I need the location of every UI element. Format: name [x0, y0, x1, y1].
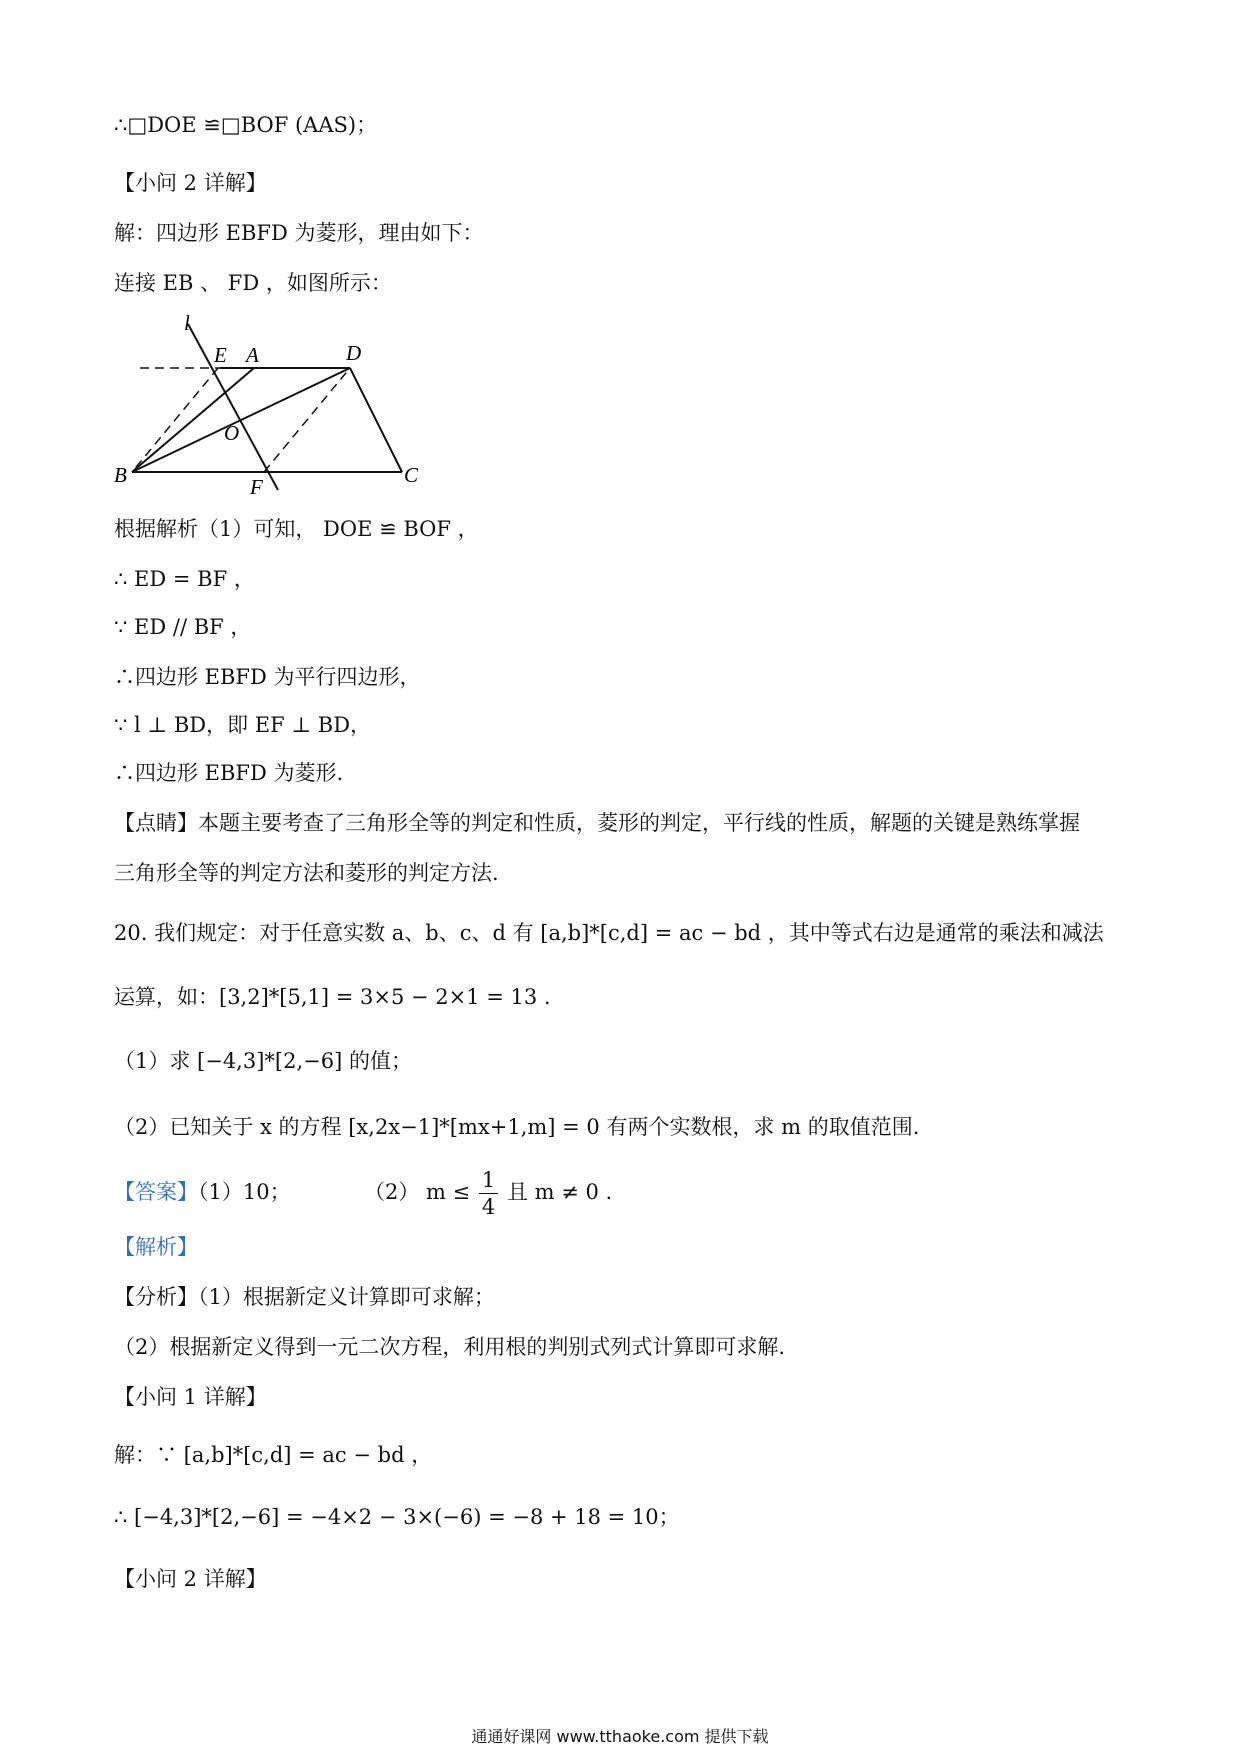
figure-segment-DC — [350, 368, 402, 472]
answer-part1: （1）10； — [198, 1180, 291, 1204]
geometry-figure — [110, 310, 430, 510]
line-perpendicular: ∵ l ⊥ BD，即 EF ⊥ BD， — [114, 713, 372, 737]
line-ed-parallel-bf: ∵ ED // BF ， — [114, 615, 252, 639]
heading-sub-question-1: 【小问 1 详解】 — [114, 1385, 267, 1409]
figure-label-A: A — [246, 343, 259, 367]
question-20-example: 运算，如：[3,2]*[5,1] = 3×5 − 2×1 = 13 . — [114, 985, 551, 1009]
line-from-part1: 根据解析（1）可知， DOE ≌ BOF ， — [114, 517, 479, 541]
solution-definition: 解：∵ [a,b]*[c,d] = ac − bd ， — [114, 1443, 433, 1467]
figure-segment-BA — [132, 368, 254, 472]
heading-sub-question-2-bottom: 【小问 2 详解】 — [114, 1567, 267, 1591]
fraction-denominator: 4 — [481, 1195, 496, 1219]
answer-fraction — [479, 1167, 498, 1220]
line-rhombus-conclusion: ∴四边形 EBFD 为菱形. — [114, 761, 344, 785]
analysis-part1: 【分析】（1）根据新定义计算即可求解； — [114, 1285, 495, 1309]
figure-dashed-FD — [264, 368, 350, 472]
answer-label: 【答案】 — [114, 1180, 198, 1204]
line-connect-segments: 连接 EB 、 FD ，如图所示： — [114, 271, 392, 295]
figure-dashed-EB — [132, 368, 218, 472]
analysis-part2: （2）根据新定义得到一元二次方程，利用根的判别式列式计算即可求解. — [114, 1335, 786, 1359]
solution-calculation: ∴ [−4,3]*[2,−6] = −4×2 − 3×(−6) = −8 + 18 = 10； — [114, 1505, 680, 1529]
answer-part2-prefix: （2） m ≤ — [363, 1180, 471, 1204]
heading-sub-question-2: 【小问 2 详解】 — [114, 171, 267, 195]
analysis-heading: 【解析】 — [114, 1235, 198, 1259]
question-20-part2: （2）已知关于 x 的方程 [x,2x−1]*[mx+1,m] = 0 有两个实数根，求 m 的取值范围. — [114, 1115, 920, 1139]
question-20-part1: （1）求 [−4,3]*[2,−6] 的值； — [114, 1049, 412, 1073]
line-parallelogram: ∴四边形 EBFD 为平行四边形， — [114, 665, 421, 689]
figure-label-l: l — [184, 311, 190, 335]
fraction-numerator: 1 — [479, 1167, 498, 1194]
question-20-statement: 20. 我们规定：对于任意实数 a、b、c、d 有 [a,b]*[c,d] = ac − bd ，其中等式右边是通常的乘法和减法 — [114, 921, 1104, 945]
line-solution-claim: 解：四边形 EBFD 为菱形，理由如下： — [114, 221, 484, 245]
line-remark-cont: 三角形全等的判定方法和菱形的判定方法. — [114, 861, 499, 885]
figure-label-O: O — [224, 421, 240, 445]
figure-label-D: D — [346, 341, 362, 365]
figure-line-l — [188, 324, 278, 490]
figure-label-F: F — [250, 475, 263, 499]
figure-label-C: C — [404, 463, 419, 487]
figure-label-E: E — [214, 343, 227, 367]
line-ed-equals-bf: ∴ ED = BF ， — [114, 567, 255, 591]
figure-label-B: B — [114, 463, 127, 487]
page-footer: 通通好课网 www.tthaoke.com 提供下载 — [471, 1727, 769, 1746]
answer-part2-suffix: 且 m ≠ 0 . — [506, 1180, 613, 1204]
answer-line — [114, 1162, 612, 1222]
line-remark: 【点睛】本题主要考查了三角形全等的判定和性质，菱形的判定，平行线的性质，解题的关键是熟练掌握 — [114, 811, 1080, 835]
line-congruence-conclusion: ∴□DOE ≌□BOF (AAS)； — [114, 113, 378, 137]
